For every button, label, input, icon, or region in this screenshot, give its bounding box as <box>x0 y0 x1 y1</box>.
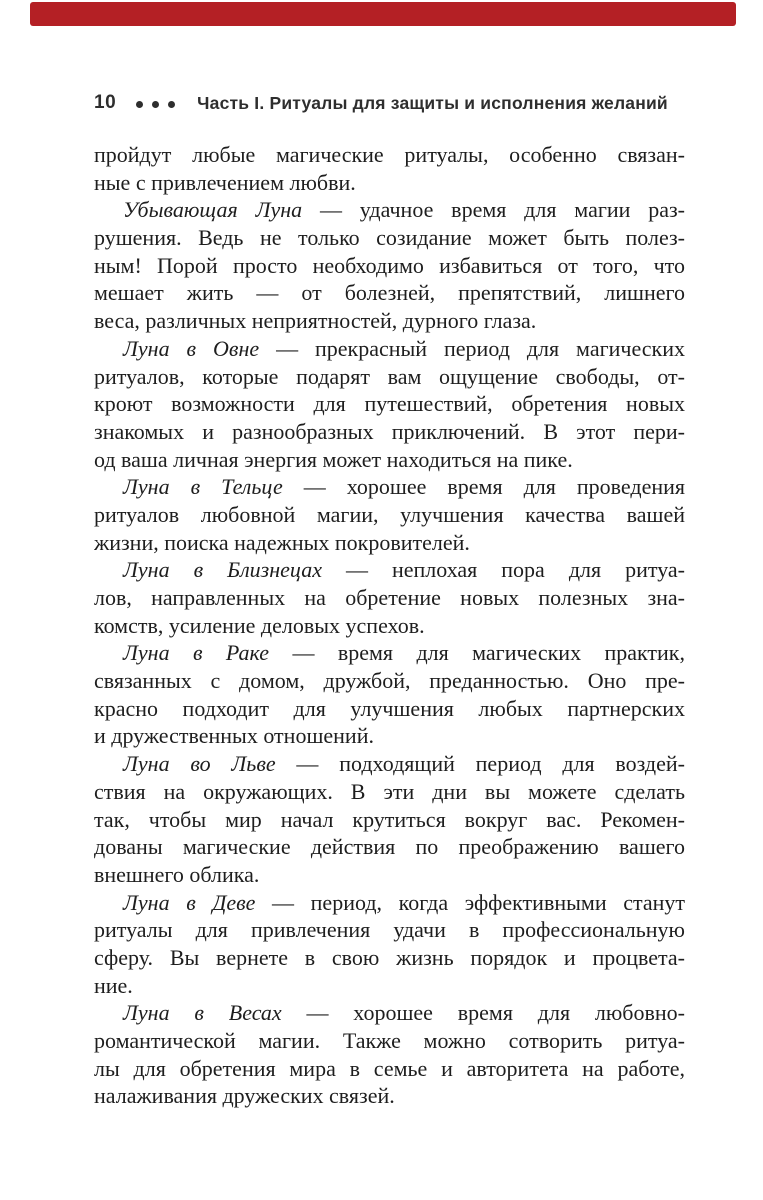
paragraph <box>94 999 685 1110</box>
paragraph <box>94 556 685 639</box>
chapter-title: Часть I. Ритуалы для защиты и исполнения желаний <box>197 92 668 113</box>
text-line: Луна в Раке — время для магических практик, <box>123 640 685 666</box>
paragraph <box>94 141 685 196</box>
page-header <box>94 92 694 114</box>
reading-progress-bar[interactable] <box>30 2 736 26</box>
text-line: од ваша личная энергия может находиться на пике. <box>94 446 573 472</box>
lead-italic: Луна в Деве <box>123 889 256 915</box>
text-line: веса, различных неприятностей, дурного глаза. <box>94 308 537 334</box>
text-line: пройдут любые магические ритуалы, особенно связан- <box>94 142 685 167</box>
lead-italic: Луна в Раке <box>123 640 270 666</box>
paragraph <box>94 889 685 1000</box>
paragraph <box>94 639 685 750</box>
text-line: романтической магии. Также можно сотворить ритуа- <box>94 1028 685 1053</box>
lead-italic: Луна в Овне <box>123 335 260 361</box>
lead-italic: Луна в Близнецах <box>123 557 322 583</box>
text-line: мешает жить — от болезней, препятствий, лишнего <box>94 280 685 306</box>
text-line: и дружественных отношений. <box>94 723 374 749</box>
text-line: ритуалы для привлечения удачи в профессиональную <box>94 917 685 943</box>
text-line: ствия на окружающих. В эти дни вы можете сделать <box>94 778 685 804</box>
text-line: Луна во Льве — подходящий период для воздей- <box>123 751 685 777</box>
lead-italic: Луна в Тельце <box>123 474 283 500</box>
text-line: ным! Порой просто необходимо избавиться от того, что <box>94 252 685 278</box>
text-line: внешнего облика. <box>94 861 260 887</box>
text-line: лы для обретения мира в семье и авторитета на работе, <box>94 1055 685 1081</box>
lead-italic: Убывающая Луна <box>123 197 303 223</box>
text-line: сферу. Вы вернете в свою жизнь порядок и процвета- <box>94 944 685 970</box>
text-line: Луна в Тельце — хорошее время для проведения <box>123 474 685 500</box>
text-line: жизни, поиска надежных покровителей. <box>94 529 470 555</box>
text-line: ние. <box>94 972 133 998</box>
text-line: комств, усиление деловых успехов. <box>94 612 425 638</box>
lead-italic: Луна в Весах <box>123 1000 282 1026</box>
header-dots-icon <box>136 101 175 108</box>
text-line: дованы магические действия по преображению вашего <box>94 834 685 860</box>
text-line: налаживания дружеских связей. <box>94 1083 395 1109</box>
text-line: Луна в Деве — период, когда эффективными станут <box>123 889 685 915</box>
text-line: знакомых и разнообразных приключений. В этот пери- <box>94 418 685 444</box>
lead-italic: Луна во Льве <box>123 751 276 777</box>
text-line: рушения. Ведь не только созидание может быть полез- <box>94 225 685 251</box>
text-line: Луна в Весах — хорошее время для любовно- <box>123 1000 685 1026</box>
text-line: ритуалов, которые подарят вам ощущение свободы, от- <box>94 363 685 389</box>
text-line: Луна в Близнецах — неплохая пора для ритуа- <box>123 557 685 583</box>
paragraph <box>94 473 685 556</box>
page-text <box>94 141 685 1110</box>
paragraph <box>94 335 685 473</box>
text-line: красно подходит для улучшения любых партнерских <box>94 695 685 721</box>
text-line: ритуалов любовной магии, улучшения качества вашей <box>94 501 685 527</box>
page-number: 10 <box>94 92 117 113</box>
paragraph <box>94 196 685 334</box>
text-line: Убывающая Луна — удачное время для магии раз- <box>123 197 685 223</box>
text-line: кроют возможности для путешествий, обретения новых <box>94 391 685 417</box>
text-line: связанных с домом, дружбой, преданностью. Оно пре- <box>94 668 685 694</box>
text-line: Луна в Овне — прекрасный период для магических <box>123 335 685 361</box>
text-line: так, чтобы мир начал крутиться вокруг вас. Рекомен- <box>94 806 685 832</box>
paragraph <box>94 750 685 888</box>
text-line: лов, направленных на обретение новых полезных зна- <box>94 585 685 610</box>
text-line: ные с привлечением любви. <box>94 169 356 195</box>
